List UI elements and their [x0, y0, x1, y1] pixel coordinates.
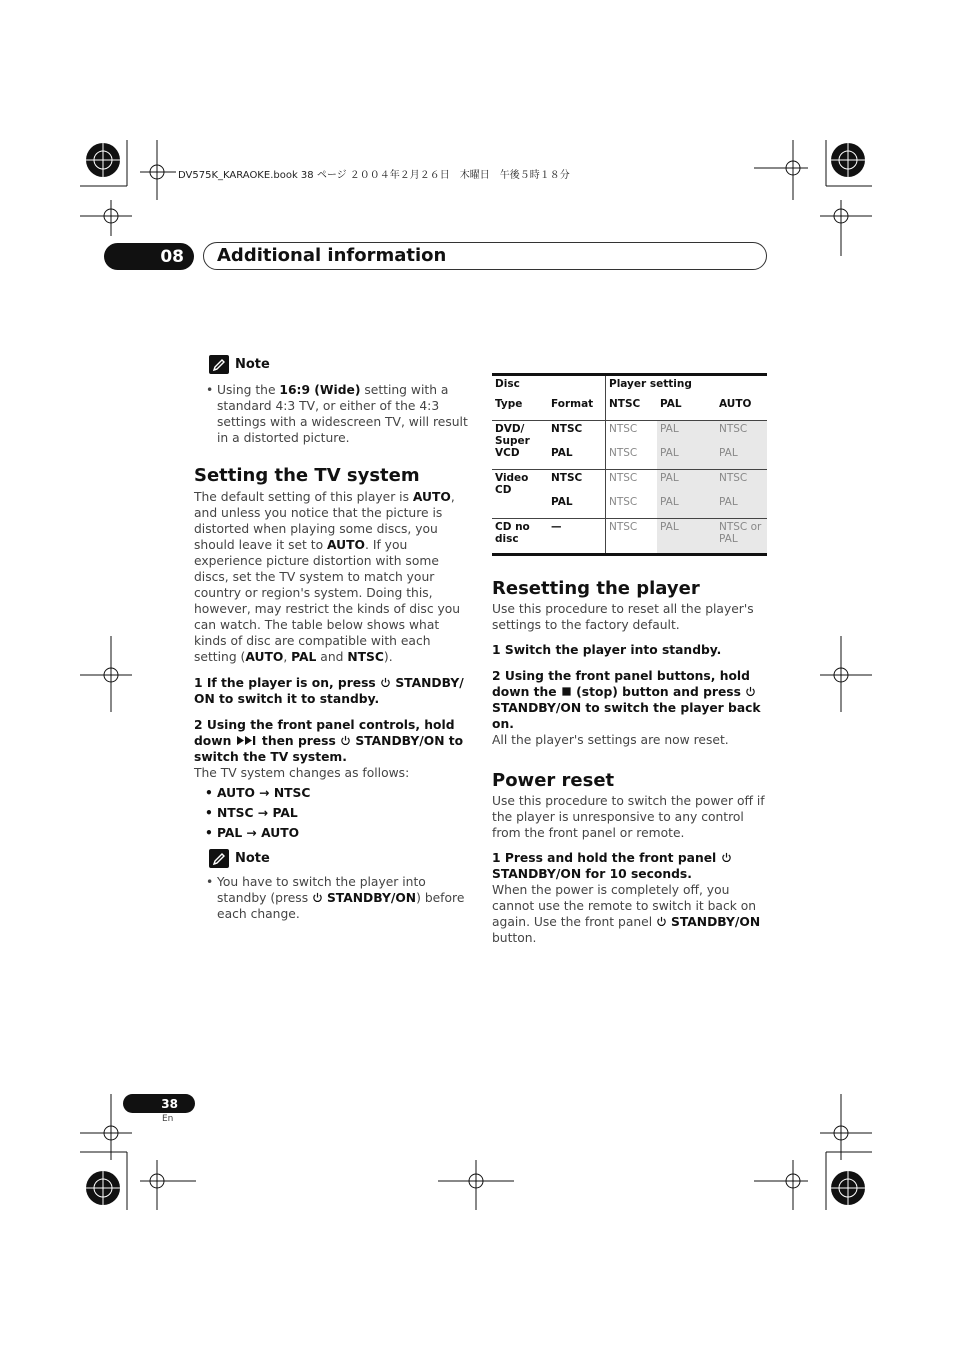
note-1-header: [209, 355, 471, 374]
tv-system-heading: Setting the TV system: [194, 465, 420, 486]
power-reset-step-1: 1 Press and hold the front panel STANDBY/ON for 10 seconds.: [492, 850, 770, 882]
tv-system-compatibility-table: [492, 373, 767, 556]
power-icon: [745, 686, 756, 697]
power-icon: [312, 892, 323, 903]
table-row: DVD/ Super VCD NTSC NTSC PAL NTSC: [492, 421, 767, 446]
table-col-pal: PAL: [657, 396, 716, 421]
reset-heading: Resetting the player: [492, 578, 700, 599]
table-row: PAL NTSC PAL PAL: [492, 494, 767, 519]
chapter-number: 08: [104, 243, 194, 270]
reset-step-1: 1 Switch the player into standby.: [492, 643, 722, 657]
power-icon: [721, 852, 732, 863]
table-row: Video CD NTSC NTSC PAL NTSC: [492, 470, 767, 495]
table-row: PAL NTSC PAL PAL: [492, 445, 767, 470]
skip-forward-icon: [236, 735, 258, 746]
cycle-item: • AUTO → NTSC: [194, 785, 470, 801]
tv-system-cycle-list: [194, 785, 470, 841]
note-1-text: • Using the 16:9 (Wide) setting with a standard 4:3 TV, or either of the 4:3 settings with a widescreen TV, will result in a distorted picture.: [195, 382, 471, 446]
reset-intro: Use this procedure to reset all the player's settings to the factory default.: [492, 602, 754, 632]
table-header-disc: Disc: [492, 375, 606, 397]
chapter-title: Additional information: [203, 242, 767, 270]
cycle-item: • PAL → AUTO: [194, 825, 470, 841]
power-icon: [340, 735, 351, 746]
cycle-item: • NTSC → PAL: [194, 805, 470, 821]
table-row: CD no disc — NTSC PAL NTSC or PAL: [492, 519, 767, 555]
note-2: [209, 849, 471, 922]
note-2-text: • You have to switch the player into standby (press STANDBY/ON) before each change.: [195, 874, 471, 922]
table-col-auto: AUTO: [716, 396, 767, 421]
page-language: En: [162, 1114, 174, 1124]
reset-result: All the player's settings are now reset.: [492, 733, 729, 747]
table-col-type: Type: [492, 396, 548, 421]
note-1-label: Note: [235, 357, 270, 372]
table-header-player-setting: Player setting: [606, 375, 768, 397]
note-1: [209, 355, 471, 446]
pencil-icon: [209, 849, 229, 868]
tv-system-step-2: 2 Using the front panel controls, hold down then press STANDBY/ON to switch the TV system.: [194, 718, 464, 764]
tv-system-section: [194, 465, 470, 841]
tv-system-intro: The default setting of this player is AUTO, and unless you notice that the picture is distorted when playing some discs, you should leave it set to AUTO. If you experience picture distortion with some discs, set the TV system to match your country or region's system. Doing this, however, may restrict the kinds of disc you can watch. The table below shows what kinds of disc are compatible with each setting (AUTO, PAL and NTSC).: [194, 490, 461, 664]
stop-icon: [561, 686, 572, 697]
power-reset-heading: Power reset: [492, 770, 615, 791]
pencil-icon: [209, 355, 229, 374]
note-2-label: Note: [235, 851, 270, 866]
reset-step-2: 2 Using the front panel buttons, hold down the (stop) button and press STANDBY/ON to switch the player back on.: [492, 669, 761, 731]
power-icon: [656, 916, 667, 927]
note-2-header: [209, 849, 471, 868]
power-icon: [380, 677, 391, 688]
tv-system-changes-text: The TV system changes as follows:: [194, 766, 410, 780]
page-number: 38: [123, 1094, 195, 1113]
tv-system-step-1: 1 If the player is on, press STANDBY/ ON to switch it to standby.: [194, 676, 464, 706]
reset-section: [492, 578, 770, 748]
print-header: DV575K_KARAOKE.book 38 ページ ２００４年２月２６日 木曜日 午後５時１８分: [178, 170, 570, 181]
power-reset-intro: Use this procedure to switch the power off if the player is unresponsive to any control from the front panel or remote.: [492, 794, 765, 840]
table-col-ntsc: NTSC: [606, 396, 658, 421]
table-col-format: Format: [548, 396, 606, 421]
power-reset-body: When the power is completely off, you cannot use the remote to switch it back on again. Use the front panel STANDBY/ON button.: [492, 883, 761, 945]
power-reset-section: [492, 770, 770, 946]
